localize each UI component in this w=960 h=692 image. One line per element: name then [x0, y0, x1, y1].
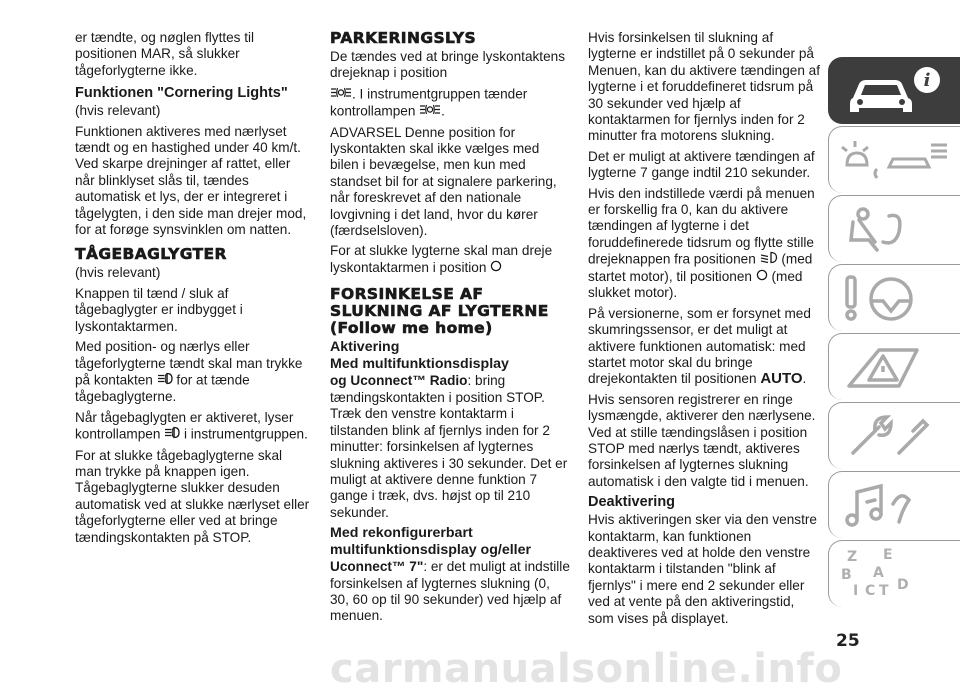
tab-warning-lights[interactable]: [828, 126, 960, 193]
tab-multimedia[interactable]: [828, 471, 960, 538]
warning-lights-icon: [839, 133, 949, 188]
tab-emergency[interactable]: [828, 333, 960, 400]
parking-p4-text: For at slukke lygterne skal man dreje lyskontaktarmen i position: [330, 243, 553, 275]
off-position-icon-2: [756, 269, 768, 285]
fog-p2: [75, 339, 310, 406]
fog-p2-text-a: Med position- og nærlys eller tågeforlygterne tændt skal man trykke på kontakten: [75, 339, 303, 388]
follow-heading-3: (Follow me home): [330, 319, 493, 338]
parking-heading: PARKERINGSLYS: [330, 29, 477, 47]
svg-text:A: A: [873, 565, 884, 581]
rear-fog-icon: [157, 372, 173, 389]
fog-sub: (hvis relevant): [75, 265, 161, 281]
off-position-icon: [490, 260, 502, 276]
col3-p3: [588, 186, 820, 302]
svg-text:I: I: [853, 583, 859, 599]
col3-p4-text-a: På versionerne, som er forsynet med skumringssensor, er det muligt at aktivere funktionen automatisk: med startet motor skal du bringe drejekontakten til positionen: [588, 305, 811, 387]
music-phone-icon: [839, 478, 949, 533]
parking-p2-text-a: . I instrumentgruppen tænder kontrollampen: [330, 86, 528, 119]
wrench-icon: [839, 409, 949, 464]
svg-text:i: i: [923, 70, 931, 91]
display-heading-1: Med multifunktionsdisplay: [330, 356, 509, 373]
reconf-heading-3: Uconnect™ 7": [330, 559, 424, 575]
col3-p5: Hvis sensoren registrerer en ringe lysmængde, aktiverer den nærlysene. Ved at stille tændingslåsen i position STOP med nærlys tændt, aktiveres forsinkelsen af lygternes slukning automatisk i den valgte tid i menuen.: [588, 391, 816, 489]
parking-p3: ADVARSEL Denne position for lyskontakten skal ikke vælges med bilen i bevægelse, men kun med standset bil for at signalere parkering, når foreskrevet af den nationale lovgivning i det land, hvor du kører (færdselsloven).: [330, 124, 557, 239]
fog-p4: For at slukke tågebaglygterne skal man trykke på knappen igen. Tågebaglygterne slukker desuden automatisk ved at slukke nærlyset eller tågeforlygterne eller ved at bringe tændingskontakten på STOP.: [75, 447, 310, 545]
svg-text:T: T: [879, 583, 889, 599]
fog-p1: Knappen til tænd / sluk af tågebaglygter er indbygget i lyskontaktarmen.: [75, 285, 243, 334]
deactivation-heading: Deaktivering: [588, 494, 676, 511]
reconf-heading-1: Med rekonfigurerbart: [330, 525, 473, 542]
reconf-body: : er det muligt at indstille forsinkelsen af lygternes slukning (0, 30, 60 op til 90 sekunder) ved hjælp af menuen.: [330, 559, 570, 624]
col3-p3-text-c: (med slukket motor).: [588, 268, 803, 301]
tab-safety[interactable]: [828, 195, 960, 262]
alphabet-index-icon: [839, 547, 949, 602]
parking-p1: De tændes ved at bringe lyskontaktens drejeknap i position: [330, 49, 566, 81]
watermark: carmanualsonline.info: [330, 646, 843, 692]
chapter-tabs: [828, 57, 960, 609]
reconf-paragraph: [330, 559, 570, 625]
col3-p4-text-b: .: [802, 371, 807, 387]
parking-light-icon: [330, 86, 352, 103]
parking-lamp-icon: [419, 103, 441, 120]
col3-p2: Det er muligt at aktivere tændingen af lygterne 7 gange indtil 210 sekunder.: [588, 148, 815, 181]
seat-airbag-icon: [839, 202, 949, 257]
tab-index[interactable]: [828, 540, 960, 607]
svg-text:E: E: [883, 547, 893, 563]
road-warning-icon: [839, 340, 949, 395]
svg-text:D: D: [897, 577, 909, 593]
tab-maintenance[interactable]: [828, 402, 960, 469]
tab-car-info[interactable]: [828, 57, 960, 124]
fog-p3-text-a: Når tågebaglygten er aktiveret, lyser kontrollampen: [75, 409, 294, 442]
page-number: 25: [836, 631, 860, 651]
display-body: : bring tændingskontakten i position STOP. Træk den venstre kontaktarm i tilstanden blink af fjernlys inden for 2 minutter: forsinkelsen af lygternes slukning aktiveres i 30 sekunder. Det er muligt at aktivere denne funktion 7 gange i træk, dvs. højst op til 210 sekunder.: [330, 373, 568, 520]
auto-position-label: AUTO: [760, 370, 803, 388]
follow-heading-2: SLUKNING AF LYGTERNE: [330, 302, 549, 321]
intro-paragraph: er tændte, og nøglen flyttes til positionen MAR, så slukker tågeforlygterne ikke.: [75, 30, 255, 78]
activation-heading: Aktivering: [330, 339, 400, 356]
parking-p2: [330, 86, 570, 121]
cornering-sub: (hvis relevant): [75, 103, 161, 119]
tab-starting-driving[interactable]: [828, 264, 960, 331]
fog-p2-text-b: for at tænde tågebaglygterne.: [75, 372, 250, 405]
svg-text:Z: Z: [847, 549, 858, 565]
column-middle: [330, 30, 570, 629]
steering-wheel-icon: [839, 271, 949, 326]
col3-p1: Hvis forsinkelsen til slukning af lygterne er indstillet på 0 sekunder på Menuen, kan du aktivere tændingen af lygterne i et foruddefineret tidsrum på 30 sekunder ved hjælp af kontaktarmen for fjernlys inden for 2 minutter fra motorens slukning.: [588, 30, 821, 144]
fog-p3-text-b: i instrumentgruppen.: [183, 426, 308, 442]
fog-p3: [75, 410, 310, 444]
reconf-heading-2: multifunktionsdisplay og/eller: [330, 542, 532, 559]
cornering-body: Funktionen aktiveres med nærlyset tændt og en hastighed under 40 km/t. Ved skarpe drejninger af rattet, eller når blinklyset slås til, tændes automatisk et lys, der er integreret i tågelygten, i den side man drejer mod, for at forøge synsvinklen om natten.: [75, 123, 307, 238]
display-paragraph: [330, 373, 570, 521]
follow-heading-1: FORSINKELSE AF: [330, 285, 484, 304]
rear-fog-lamp-icon: [164, 426, 180, 443]
col3-p4: [588, 306, 820, 388]
cornering-heading: Funktionen "Cornering Lights": [75, 85, 288, 102]
display-heading-2: og Uconnect™ Radio: [330, 373, 468, 389]
svg-text:C: C: [865, 583, 876, 599]
parking-p2-text-b: .: [441, 103, 445, 119]
col3-p3-text-a: Hvis den indstillede værdi på menuen er forskellig fra 0, kan du aktivere tændingen af lygterne i det foruddefinerede tidsrum og flytte stille drejeknappen fra positionen: [588, 185, 815, 267]
column-left: [75, 30, 310, 550]
svg-text:B: B: [841, 567, 852, 583]
fog-heading: TÅGEBAGLYGTER: [75, 245, 227, 264]
column-right: [588, 30, 820, 631]
deactivation-body: Hvis aktiveringen sker via den venstre kontaktarm, kan funktionen deaktiveres ved at holde den venstre kontaktarm i tilstanden "blink af fjernlys" i mere end 2 sekunder eller ved at vente på den aktiveringstid, som vises på displayet.: [588, 512, 817, 626]
col3-p3-text-b: (med startet motor), til positionen: [588, 251, 813, 284]
parking-p4: [330, 243, 570, 276]
low-beam-icon: [760, 251, 778, 268]
car-info-icon: [839, 64, 949, 119]
